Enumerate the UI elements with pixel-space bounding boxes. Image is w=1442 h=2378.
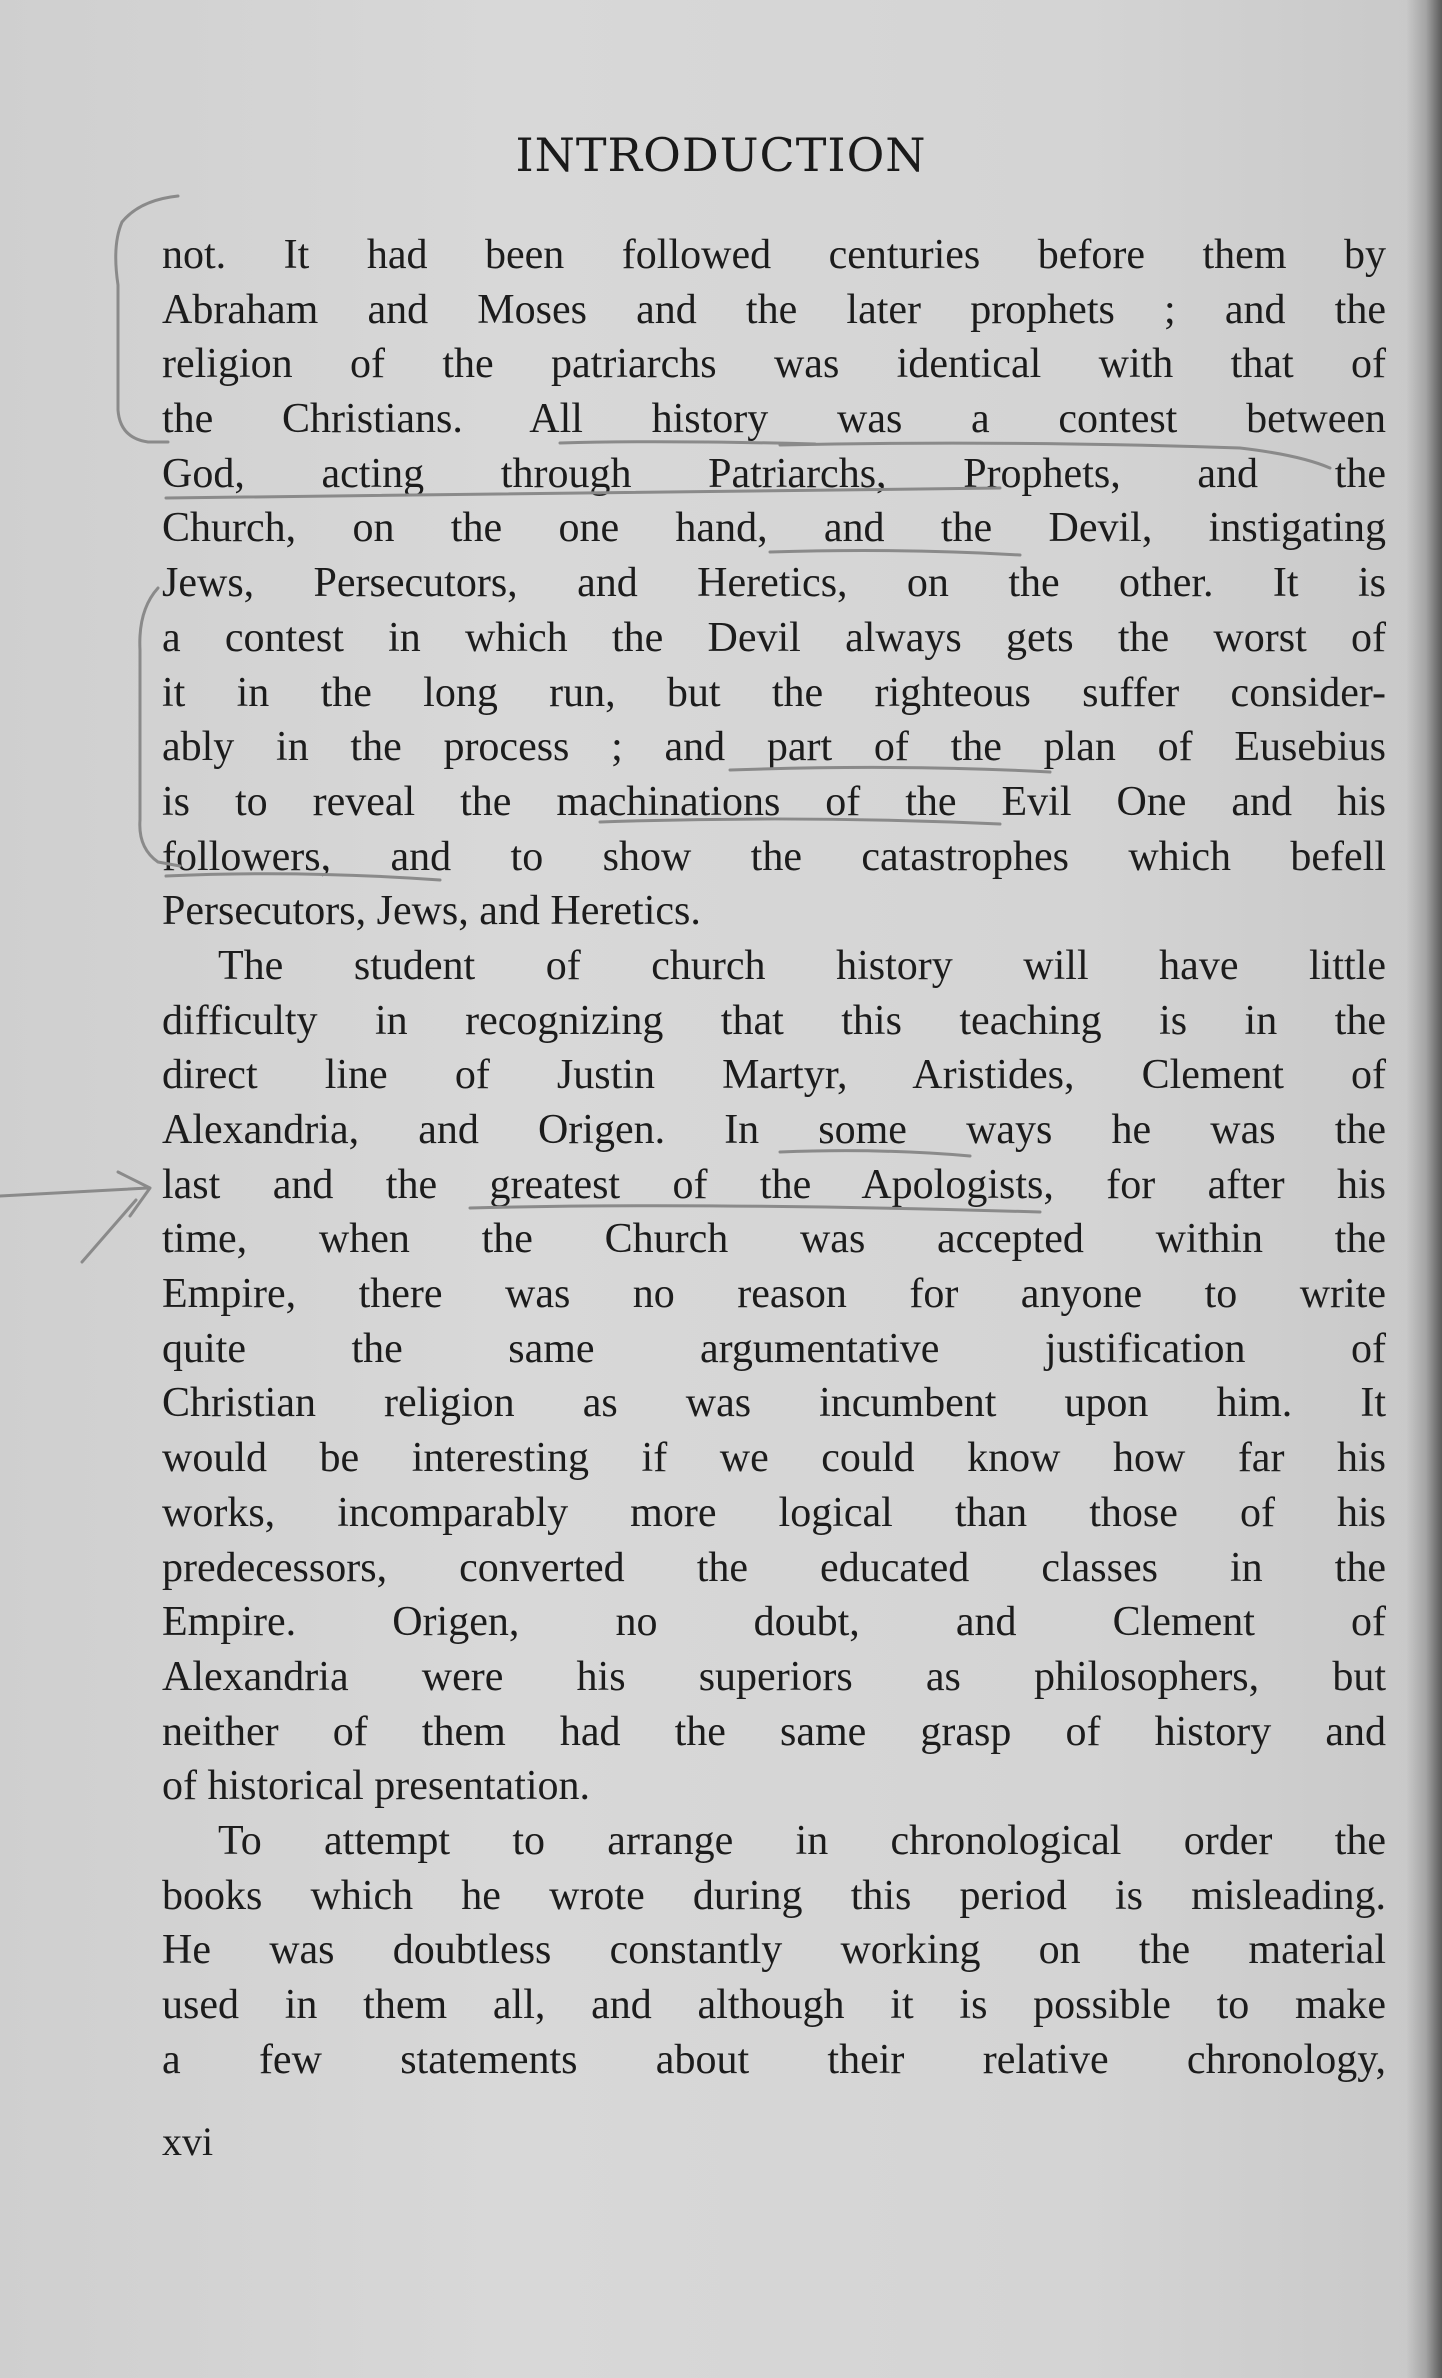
text-line: of historical presentation. <box>162 1763 591 1810</box>
underline-followers <box>166 874 440 880</box>
text-line: Alexandria were his superiors as philosophers, but <box>162 1653 1386 1700</box>
text-line: time, when the Church was accepted within the <box>162 1216 1386 1263</box>
text-line: ably in the process ; and part of the plan of Eusebius <box>162 724 1386 771</box>
text-line: The student of church history will have little <box>218 942 1386 989</box>
underline-god-acting <box>166 488 1000 498</box>
text-line: Persecutors, Jews, and Heretics. <box>162 888 701 935</box>
text-line: God, acting through Patriarchs, Prophets, and the <box>162 450 1386 497</box>
text-line: quite the same argumentative justification of <box>162 1325 1386 1372</box>
text-line: not. It had been followed centuries before them by <box>162 232 1386 278</box>
text-line: a contest in which the Devil always gets the worst of <box>162 614 1386 661</box>
text-line: Jews, Persecutors, and Heretics, on the other. It is <box>162 560 1386 607</box>
underline-contest-between <box>780 443 1330 468</box>
text-line: predecessors, converted the educated classes in the <box>162 1544 1386 1591</box>
underline-part-of-the-plan <box>730 767 1050 772</box>
text-line: neither of them had the same grasp of history and <box>162 1708 1386 1755</box>
text-line: works, incomparably more logical than those of his <box>162 1489 1386 1536</box>
text-line: followers, and to show the catastrophes which befell <box>162 833 1386 880</box>
running-head: INTRODUCTION <box>515 128 927 182</box>
underline-all-history <box>560 442 815 444</box>
text-line: it in the long run, but the righteous suffer consider- <box>162 669 1386 716</box>
text-line: is to reveal the machinations of the Evil One and his <box>162 778 1386 825</box>
margin-bracket-middle <box>140 588 180 866</box>
text-line: books which he wrote during this period is misleading. <box>162 1872 1386 1919</box>
underline-in-some-ways <box>780 1151 970 1156</box>
text-line: a few statements about their relative chronology, <box>162 2036 1386 2083</box>
text-line: used in them all, and although it is possible to make <box>162 1982 1386 2028</box>
text-line: religion of the patriarchs was identical with that of <box>162 341 1386 388</box>
text-line: Abraham and Moses and the later prophets ; and the <box>162 286 1386 333</box>
underline-machinations <box>600 819 1000 824</box>
text-line: last and the greatest of the Apologists, for after his <box>162 1161 1386 1208</box>
text-line: To attempt to arrange in chronological order the <box>218 1817 1386 1864</box>
margin-bracket-top <box>116 196 178 442</box>
text-line: direct line of Justin Martyr, Aristides, Clement of <box>162 1052 1386 1099</box>
underline-greatest-apologists <box>470 1206 1040 1212</box>
text-line: would be interesting if we could know how far his <box>162 1435 1386 1482</box>
underline-and-the-devil <box>770 551 1020 555</box>
text-line: Church, on the one hand, and the Devil, instigating <box>162 505 1386 552</box>
text-line: Alexandria, and Origen. In some ways he was the <box>162 1107 1386 1153</box>
margin-arrow-icon <box>0 1172 150 1262</box>
text-line: Empire, there was no reason for anyone to write <box>162 1271 1386 1318</box>
text-line: the Christians. All history was a contest between <box>162 396 1386 443</box>
text-line: Empire. Origen, no doubt, and Clement of <box>162 1599 1386 1646</box>
page-number: xvi <box>162 2119 214 2164</box>
text-line: Christian religion as was incumbent upon him. It <box>162 1380 1386 1427</box>
text-line: He was doubtless constantly working on the material <box>162 1927 1386 1974</box>
text-line: difficulty in recognizing that this teaching is in the <box>162 997 1386 1044</box>
